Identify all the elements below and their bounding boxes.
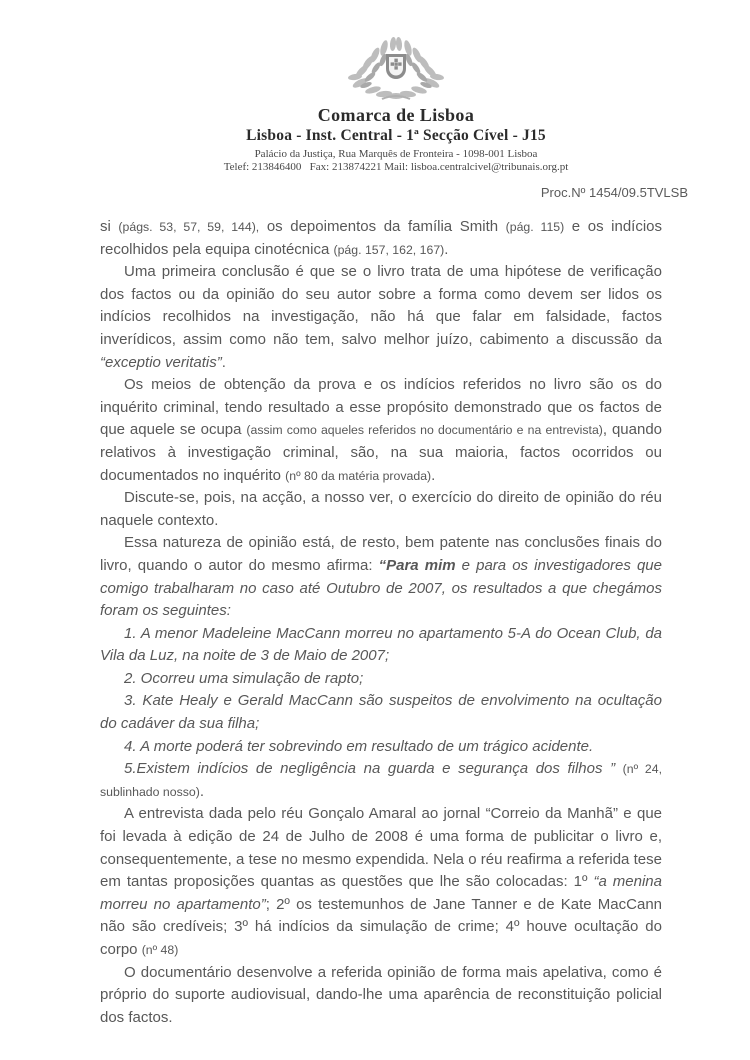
document-body (0, 200, 750, 1029)
text-run: (págs. 53, 57, 59, 144), (118, 220, 260, 234)
paragraph (100, 216, 662, 261)
paragraph (100, 758, 662, 803)
text-run: “exceptio veritatis” (100, 353, 222, 371)
text-run: e os indícios recolhidos pela equipa cinotécnica (100, 218, 663, 258)
text-run: 3. Kate Healy e Gerald MacCann são suspeitos de envolvimento na ocultação do cadáver da sua filha; (100, 692, 662, 733)
text-run: , quando relativos à investigação criminal, são, na sua maioria, factos ocorridos ou documentados no inquérito (100, 421, 663, 484)
text-run: (pág. 115) (505, 220, 565, 234)
letterhead (42, 0, 750, 173)
paragraph (100, 803, 662, 961)
paragraph (100, 532, 662, 622)
coat-of-arms-icon (340, 33, 452, 103)
text-run: . (444, 240, 449, 258)
text-run: . (431, 466, 436, 484)
text-run: os depoimentos da família Smith (259, 218, 506, 235)
text-run: (nº 48) (141, 943, 179, 957)
paragraph (100, 962, 662, 1030)
paragraph (100, 690, 662, 735)
text-run: A entrevista dada pelo réu Gonçalo Amaral ao jornal “Correio da Manhã” e que foi levada à edição de 24 de Julho de 2008 é uma forma de publicitar o livro e, consequentemente, a tese no mesmo expendida. Nela o réu reafirma a referida tese em tantas proposições quantas as questões que lhe são colocadas: 1º (100, 805, 662, 891)
process-number: Proc.Nº 1454/09.5TVLSB (540, 185, 688, 200)
text-run: 4. A morte poderá ter sobrevindo em resultado de um trágico acidente. (124, 737, 594, 755)
paragraph (100, 261, 662, 374)
text-run: “a menina morreu no apartamento” (100, 873, 662, 913)
text-run: O documentário desenvolve a referida opinião de forma mais apelativa, como é próprio do suporte audiovisual, dando-lhe uma aparência de reconstituição policial dos factos. (100, 963, 662, 1026)
text-run: Os meios de obtenção da prova e os indícios referidos no livro são os do inquérito criminal, tendo resultado a esse propósito demonstrado que os factos de que aquele se ocupa (100, 376, 662, 439)
text-run: “Para mim (378, 556, 456, 574)
text-run: . (221, 353, 226, 371)
text-run: si (100, 218, 119, 235)
text-run: Discute-se, pois, na acção, a nosso ver, o exercício do direito de opinião do réu naquele contexto. (100, 489, 662, 529)
text-run: (assim como aqueles referidos no documentário e na entrevista) (246, 423, 603, 438)
text-run: Uma primeira conclusão é que se o livro trata de uma hipótese de verificação dos factos ou da opinião do seu autor sobre a forma como devem ser lidos os indícios recolhidos na investigação, não há que falar em falsidade, factos inverídicos, assim como não tem, salvo melhor juízo, cabimento a discussão da (100, 263, 662, 348)
court-name: Comarca de Lisboa (317, 105, 475, 125)
text-run: 2. Ocorreu uma simulação de rapto; (124, 669, 364, 687)
text-run: (nº 80 da matéria provada) (285, 468, 432, 483)
court-address: Palácio da Justiça, Rua Marquês de Fronteira - 1098-001 Lisboa (254, 148, 538, 160)
text-run: 5.Existem indícios de negligência na guarda e segurança dos filhos ” (124, 760, 623, 778)
paragraph (100, 736, 662, 759)
court-section: Lisboa - Inst. Central - 1ª Secção Cível - J15 (246, 127, 546, 144)
text-run: (pág. 157, 162, 167) (333, 242, 445, 257)
court-contacts: Telef: 213846400 Fax: 213874221 Mail: lisboa.centralcivel@tribunais.org.pt (223, 161, 569, 173)
text-run: e para os investigadores que comigo trabalharam no caso até Outubro de 2007, os resultados a que chegámos foram os seguintes: (100, 556, 662, 620)
text-run: (nº 24, sublinhado nosso) (100, 762, 662, 799)
text-run: ; 2º os testemunhos de Jane Tanner e de Kate MacCann não são credíveis; 3º há indícios da simulação de crime; 4º houve ocultação do corpo (100, 895, 662, 958)
paragraph (100, 623, 662, 668)
text-run: . (199, 782, 204, 800)
paragraph (100, 668, 662, 691)
paragraph (100, 487, 662, 532)
paragraph (100, 374, 662, 487)
text-run: 1. A menor Madeleine MacCann morreu no apartamento 5-A do Ocean Club, da Vila da Luz, na noite de 3 de Maio de 2007; (100, 624, 662, 665)
text-run: Essa natureza de opinião está, de resto, bem patente nas conclusões finais do livro, quando o autor do mesmo afirma: (100, 534, 662, 574)
